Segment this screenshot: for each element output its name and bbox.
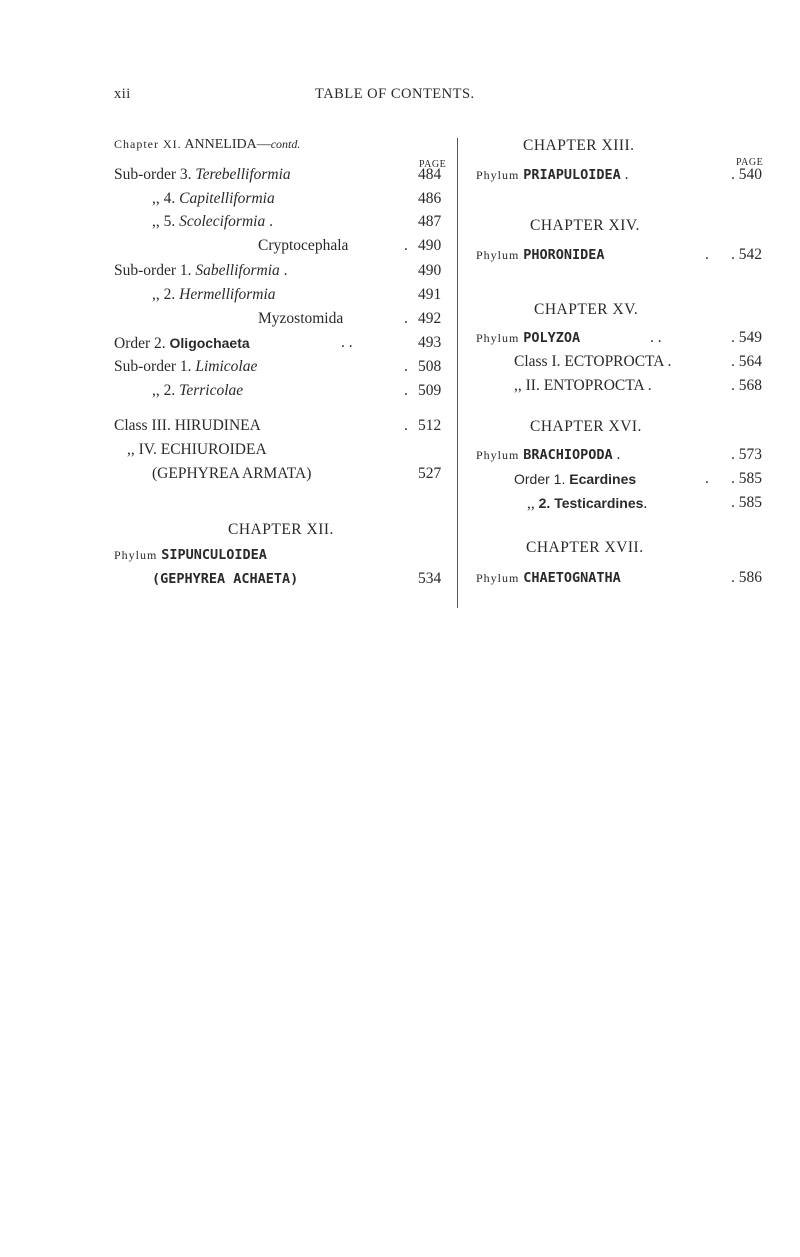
toc-entry[interactable]: Phylum PHORONIDEA [476,247,605,263]
toc-dots: . [705,470,709,487]
toc-page: 509 [418,382,442,399]
toc-page: 527 [418,465,442,482]
toc-entry[interactable]: ,, 5. Scoleciformia . [152,213,273,230]
toc-page: 512 [418,417,442,434]
toc-page: . 585 [731,494,762,511]
toc-page: 490 [418,262,442,279]
toc-entry[interactable]: Sub-order 1. Limicolae [114,358,258,375]
chapter-title: ANNELIDA— [184,137,271,152]
toc-entry[interactable]: Myzostomida [258,310,344,327]
toc-page: . 585 [731,470,762,487]
toc-dots: . [404,310,408,327]
toc-entry[interactable]: ,, 2. Testicardines. [527,495,648,512]
toc-dots: . . [650,329,662,346]
contd-label: contd. [270,137,301,151]
continued-heading [114,135,300,154]
toc-entry[interactable]: ,, 2. Hermelliformia [152,286,276,303]
toc-dots: . [705,246,709,263]
toc-page: . 568 [731,377,762,394]
toc-page: 486 [418,190,442,207]
toc-page: . 549 [731,329,762,346]
toc-page: . 564 [731,353,762,370]
toc-page: . 573 [731,446,762,463]
toc-entry[interactable]: Phylum CHAETOGNATHA [476,570,621,586]
toc-entry[interactable]: (GEPHYREA ARMATA) [152,465,312,482]
chapter-heading: CHAPTER XIV. [530,217,640,234]
page-column-label: PAGE [736,157,764,168]
chapter-heading: CHAPTER XIII. [523,137,635,154]
chapter-heading: CHAPTER XVII. [526,539,644,556]
running-title: TABLE OF CONTENTS. [315,86,475,102]
chapter-heading: CHAPTER XII. [228,521,334,538]
toc-dots: . [404,358,408,375]
page-column-label: PAGE [419,159,447,170]
toc-entry[interactable]: Sub-order 3. Terebelliformia [114,166,291,183]
toc-entry[interactable]: ,, II. ENTOPROCTA . [514,377,652,394]
toc-entry[interactable]: Class I. ECTOPROCTA . [514,353,672,370]
toc-entry[interactable]: ,, 4. Capitelliformia [152,190,275,207]
toc-page: 490 [418,237,442,254]
toc-entry[interactable]: Sub-order 1. Sabelliformia . [114,262,288,279]
toc-dots: . [404,417,408,434]
toc-entry[interactable]: (GEPHYREA ACHAETA) [152,571,299,587]
toc-page: 491 [418,286,442,303]
toc-page: 487 [418,213,442,230]
toc-entry[interactable]: Order 1. Ecardines [514,471,637,487]
toc-entry[interactable]: Order 2. Oligochaeta [114,335,250,352]
toc-page: 484 [418,166,442,183]
toc-page: 492 [418,310,442,327]
toc-page: . 542 [731,246,762,263]
toc-entry[interactable]: ,, IV. ECHIUROIDEA [127,441,267,458]
chapter-heading: CHAPTER XVI. [530,418,642,435]
toc-dots: . . [341,334,353,351]
toc-entry[interactable]: Cryptocephala [258,237,349,254]
chapter-prefix: Chapter XI. [114,137,182,151]
toc-page: 508 [418,358,442,375]
toc-entry[interactable]: Phylum SIPUNCULOIDEA [114,547,267,563]
toc-page: . 586 [731,569,762,586]
toc-dots: . [404,237,408,254]
toc-page: 493 [418,334,442,351]
toc-entry[interactable]: Phylum PRIAPULOIDEA . [476,166,629,183]
toc-entry[interactable]: Phylum BRACHIOPODA . [476,446,621,463]
chapter-heading: CHAPTER XV. [534,301,639,318]
toc-entry[interactable]: ,, 2. Terricolae [152,382,244,399]
page-number: xii [114,86,131,102]
toc-page: 534 [418,570,442,587]
column-divider [457,138,458,608]
toc-entry[interactable]: Phylum POLYZOA [476,330,581,346]
toc-dots: . [404,382,408,399]
toc-page: . 540 [731,166,762,183]
toc-entry[interactable]: Class III. HIRUDINEA [114,417,261,434]
